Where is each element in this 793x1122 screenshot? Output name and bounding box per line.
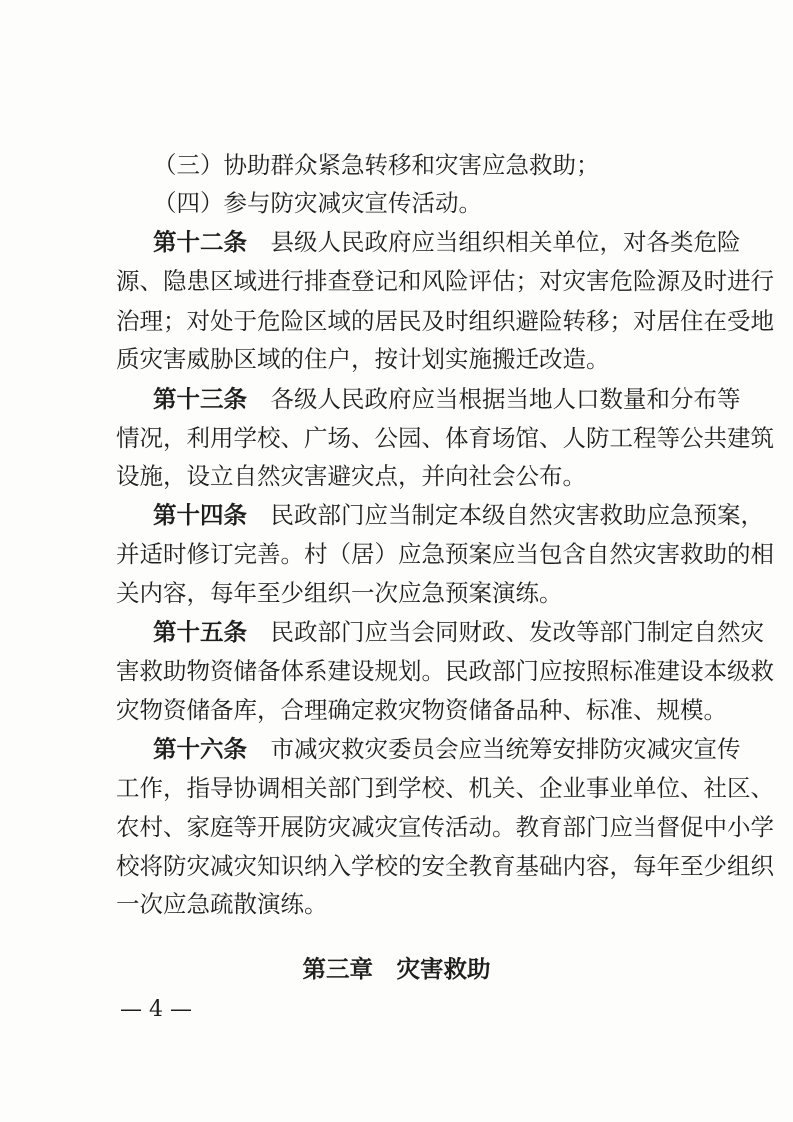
- article-14-line-2: 并适时修订完善。村（居）应急预案应当包含自然灾害救助的相: [116, 540, 774, 568]
- article-16-line-1: 第十六条 市减灾救灾委员会应当统筹安排防灾减灾宣传: [153, 735, 741, 763]
- article-16-line-3: 农村、家庭等开展防灾减灾宣传活动。教育部门应当督促中小学: [116, 813, 774, 841]
- article-12-heading: 第十二条: [153, 228, 247, 256]
- article-12-line-4: 质灾害威胁区域的住户，按计划实施搬迁改造。: [116, 345, 610, 373]
- article-14-line-1: 第十四条 民政部门应当制定本级自然灾害救助应急预案，: [153, 501, 764, 529]
- article-13-line-1: 第十三条 各级人民政府应当根据当地人口数量和分布等: [153, 385, 741, 413]
- article-15-line-3: 灾物资储备库，合理确定救灾物资储备品种、标准、规模。: [116, 696, 727, 724]
- article-12-line-2: 源、隐患区域进行排查登记和风险评估；对灾害危险源及时进行: [116, 267, 774, 295]
- article-16-line-2: 工作，指导协调相关部门到学校、机关、企业事业单位、社区、: [116, 774, 774, 802]
- list-item-4: （四）参与防灾减灾宣传活动。: [153, 189, 482, 217]
- article-16-heading: 第十六条: [153, 735, 247, 763]
- article-14-heading: 第十四条: [153, 501, 247, 529]
- article-13-line-3: 设施，设立自然灾害避灾点，并向社会公布。: [116, 462, 586, 490]
- article-14-line-3: 关内容，每年至少组织一次应急预案演练。: [116, 579, 563, 607]
- article-16-line-5: 一次应急疏散演练。: [116, 890, 328, 918]
- article-13-heading: 第十三条: [153, 385, 247, 413]
- article-12-line-3: 治理；对处于危险区域的居民及时组织避险转移；对居住在受地: [116, 307, 774, 335]
- list-item-3: （三）协助群众紧急转移和灾害应急救助；: [153, 151, 600, 179]
- article-15-line-2: 害救助物资储备体系建设规划。民政部门应按照标准建设本级救: [116, 657, 774, 685]
- chapter-title: 第三章 灾害救助: [302, 955, 491, 983]
- article-13-line-2: 情况，利用学校、广场、公园、体育场馆、人防工程等公共建筑: [116, 424, 774, 452]
- article-15-heading: 第十五条: [153, 618, 247, 646]
- article-12-line-1: 第十二条 县级人民政府应当组织相关单位，对各类危险: [153, 228, 741, 256]
- article-15-line-1: 第十五条 民政部门应当会同财政、发改等部门制定自然灾: [153, 618, 764, 646]
- page-number: — 4 —: [120, 997, 192, 1022]
- article-16-line-4: 校将防灾减灾知识纳入学校的安全教育基础内容，每年至少组织: [116, 852, 774, 880]
